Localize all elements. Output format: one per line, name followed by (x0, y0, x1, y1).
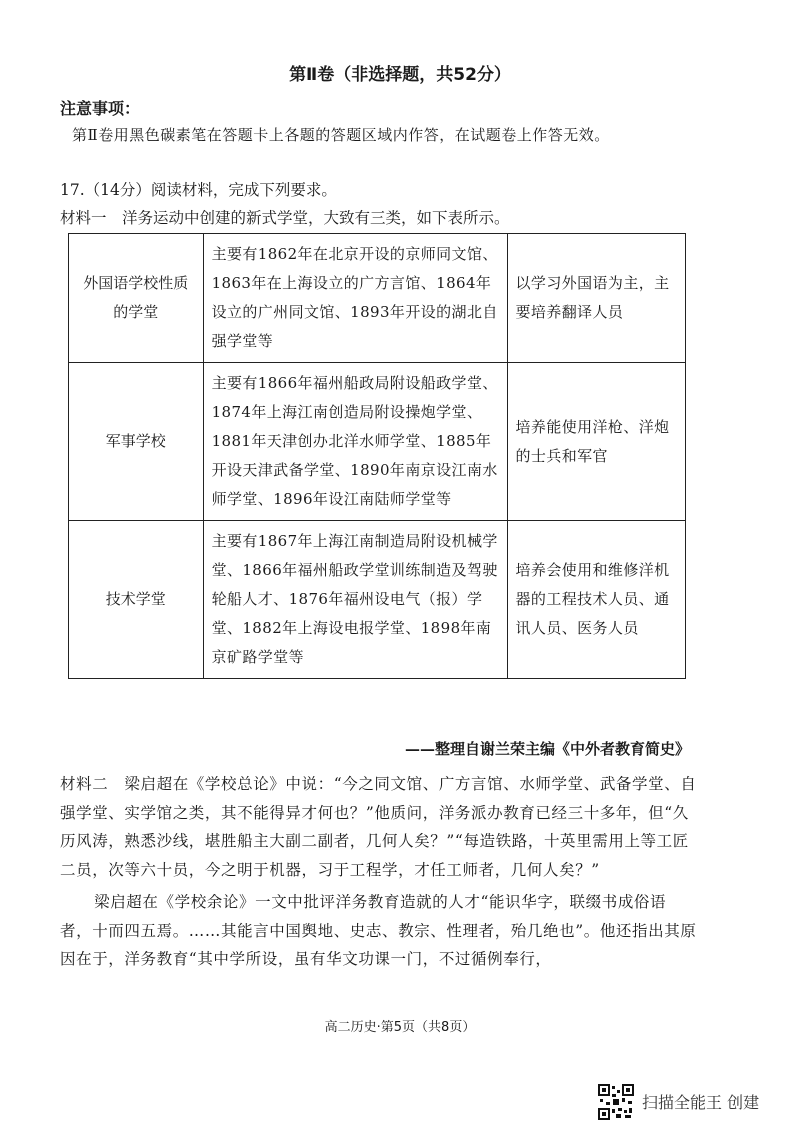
table-cell-examples (203, 363, 507, 521)
table-cell-type (69, 521, 204, 679)
table-cell-goal (507, 363, 685, 521)
table-cell-goal (507, 521, 685, 679)
scanner-watermark: 扫描全能王 创建 (642, 1093, 760, 1112)
section-title: 第Ⅱ卷（非选择题，共52分） (289, 65, 511, 85)
qr-code-icon (598, 1084, 634, 1120)
page-footer: 高二历史·第5页（共8页） (324, 1020, 476, 1035)
school-goal: 以学习外国语为主，主要培养翻译人员 (515, 274, 670, 321)
school-examples: 主要有1862年在北京开设的京师同文馆、1863年在上海设立的广方言馆、1864年设立的广州同文馆、1893年开设的湖北自强学堂等 (211, 245, 498, 350)
school-examples: 主要有1867年上海江南制造局附设机械学堂、1866年福州船政学堂训练制造及驾驶轮船人才、1876年福州设电气（报）学堂、1882年上海设电报学堂、1898年南京矿路学堂等 (211, 532, 498, 666)
school-goal: 培养会使用和维修洋机器的工程技术人员、通讯人员、医务人员 (515, 561, 670, 637)
table-cell-examples (203, 521, 507, 679)
table-cell-goal (507, 234, 685, 363)
table-cell-type (69, 363, 204, 521)
table-row (69, 363, 686, 521)
table-cell-examples (203, 234, 507, 363)
schools-table (68, 233, 686, 679)
school-type: 外国语学校性质的学堂 (83, 274, 189, 321)
school-goal: 培养能使用洋枪、洋炮的士兵和军官 (515, 417, 670, 465)
table-row (69, 234, 686, 363)
notice-text: 第Ⅱ卷用黑色碳素笔在答题卡上各题的答题区域内作答，在试题卷上作答无效。 (72, 126, 610, 144)
material-1-intro: 材料一 洋务运动中创建的新式学堂，大致有三类，如下表所示。 (60, 209, 510, 227)
school-type: 技术学堂 (105, 590, 166, 608)
school-examples: 主要有1866年福州船政局附设船政学堂、1874年上海江南创造局附设操炮学堂、1881年天津创办北洋水师学堂、1885年开设天津武备学堂、1890年南京设江南水师学堂、1896年设江南陆师学堂等 (211, 374, 498, 508)
table-cell-type (69, 234, 204, 363)
material-1-source: ——整理自谢兰荣主编《中外者教育简史》 (404, 740, 690, 758)
material-2-paragraph-2: 梁启超在《学校余论》一文中批评洋务教育造就的人才“能识华字，联缀书成俗语者，十而四五焉。……其能言中国舆地、史志、教宗、性理者，殆几绝也”。他还指出其原因在于，洋务教育“其中学所设，虽有华文功课一门，不过循例奉行， (60, 893, 697, 968)
notice-heading: 注意事项： (60, 99, 141, 118)
question-17-prompt: 17.（14分）阅读材料，完成下列要求。 (60, 181, 337, 199)
material-2-paragraph-1: 材料二 梁启超在《学校总论》中说：“今之同文馆、广方言馆、水师学堂、武备学堂、自强学堂、实学馆之类，其不能得异才何也？”他质问，洋务派办教育已经三十多年，但“久历风涛，熟悉沙线，堪胜船主大副二副者，几何人矣？”“每造铁路，十英里需用上等工匠二员，次等六十员，今之明于机器，习于工程学，才任工师者，几何人矣？” (60, 775, 697, 879)
material-2 (60, 770, 698, 974)
table-row (69, 521, 686, 679)
school-type: 军事学校 (105, 432, 166, 450)
